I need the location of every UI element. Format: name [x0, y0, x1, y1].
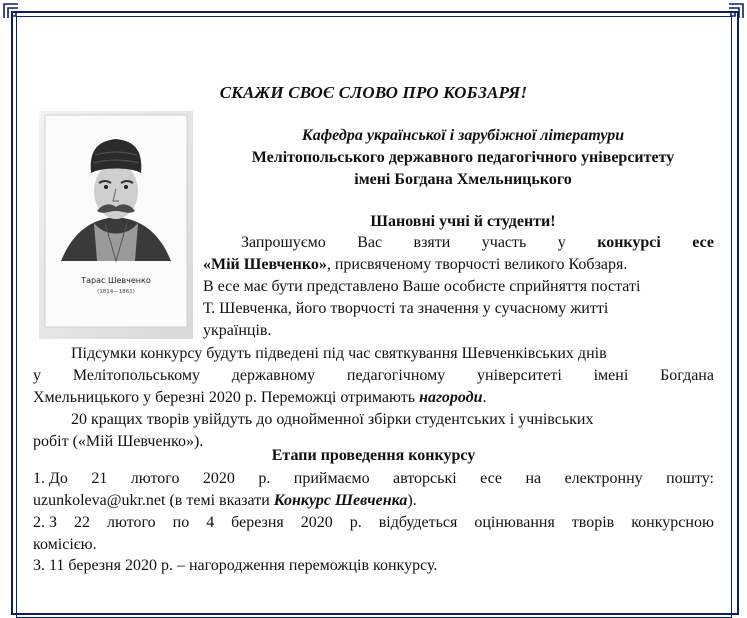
- corner-ornament-icon: [3, 3, 19, 19]
- invite-line-4: Т. Шевченка, його творчості та значення у сучасному житті: [203, 300, 609, 317]
- invite-line-2: [203, 256, 627, 274]
- word: есе: [692, 234, 714, 251]
- department-line: Кафедра української і зарубіжної літератури: [301, 127, 625, 144]
- word: авторські: [393, 470, 457, 487]
- word: 2020: [202, 470, 235, 487]
- invite-line-3: В есе має бути представлено Ваше особисте сприйняття постаті: [203, 278, 641, 295]
- word: на: [525, 470, 542, 487]
- awards-word: нагороди: [419, 389, 483, 406]
- shevchenko-portrait: [39, 111, 193, 339]
- word: 21: [91, 470, 108, 487]
- email-subject: Конкурс Шевченка: [273, 492, 408, 509]
- word: по: [172, 514, 190, 531]
- page-title: СКАЖИ СВОЄ СЛОВО ПРО КОБЗАРЯ!: [219, 83, 528, 102]
- essay-title: «Мій Шевченко»: [203, 256, 327, 273]
- word: Запрошуємо: [241, 234, 326, 251]
- word: Богдана: [660, 367, 714, 384]
- word: участь: [481, 234, 527, 251]
- collection-line-2: робіт («Мій Шевченко»).: [33, 433, 204, 450]
- text: , присвяченому творчості великого Кобзаря.: [326, 256, 628, 273]
- word: лютого: [106, 514, 156, 531]
- stage-2-line-2: комісією.: [33, 536, 97, 553]
- word: 1. До: [33, 470, 68, 487]
- word: Вас: [357, 234, 383, 251]
- stage-2-line-1: [33, 514, 714, 532]
- word: р.: [349, 514, 362, 531]
- word: педагогічному: [346, 367, 446, 384]
- word: електронну: [564, 470, 643, 487]
- university-line: Мелітопольського державного педагогічного університету: [251, 149, 675, 166]
- word: 2020: [300, 514, 333, 531]
- invite-line-5: українців.: [203, 322, 272, 339]
- word: березня: [231, 514, 284, 531]
- word: у: [557, 234, 566, 251]
- corner-ornament-icon: [728, 3, 744, 19]
- text: Хмельницького у березні 2020 р. Переможці отримають: [33, 389, 420, 406]
- word: відбудеться: [378, 514, 458, 531]
- word: 2. З: [33, 514, 58, 531]
- text: .: [482, 389, 487, 406]
- word: приймаємо: [293, 470, 370, 487]
- word: Мелітопольському: [72, 367, 200, 384]
- word: конкурсі: [597, 234, 661, 251]
- word: оцінювання: [474, 514, 555, 531]
- word: взяти: [413, 234, 451, 251]
- word: університеті: [477, 367, 562, 384]
- word: есе: [480, 470, 503, 487]
- stage-1-line-1: [33, 470, 714, 488]
- text: ).: [407, 492, 417, 509]
- summary-line-2: [33, 367, 714, 385]
- word: 4: [206, 514, 215, 531]
- summary-line-3: [33, 389, 486, 407]
- word: лютого: [130, 470, 180, 487]
- stage-3-line-1: 3. 11 березня 2020 р. – нагородження переможців конкурсу.: [33, 557, 438, 574]
- stages-heading: Етапи проведення конкурсу: [271, 447, 476, 464]
- portrait-caption: Тарас Шевченко: [81, 276, 151, 285]
- word: пошту:: [666, 470, 714, 487]
- stage-1-line-2: [33, 492, 417, 510]
- greeting-heading: Шановні учні й студенти!: [370, 213, 556, 230]
- email-text: uzunkoleva@ukr.net (в темі вказати: [33, 492, 274, 509]
- word: імені: [593, 367, 629, 384]
- word: р.: [258, 470, 271, 487]
- word: конкурсною: [631, 514, 714, 531]
- university-name-line: імені Богдана Хмельницького: [354, 171, 572, 188]
- invite-line-1: [241, 234, 714, 252]
- word: державному: [231, 367, 316, 384]
- collection-line-1: 20 кращих творів увійдуть до однойменної збірки студентських і учнівських: [71, 411, 594, 428]
- summary-line-1: Підсумки конкурсу будуть підведені під час святкування Шевченківських днів: [71, 345, 607, 362]
- word: 22: [74, 514, 90, 531]
- portrait-years: (1814—1861): [97, 289, 135, 295]
- word: у: [33, 367, 41, 384]
- word: творів: [571, 514, 615, 531]
